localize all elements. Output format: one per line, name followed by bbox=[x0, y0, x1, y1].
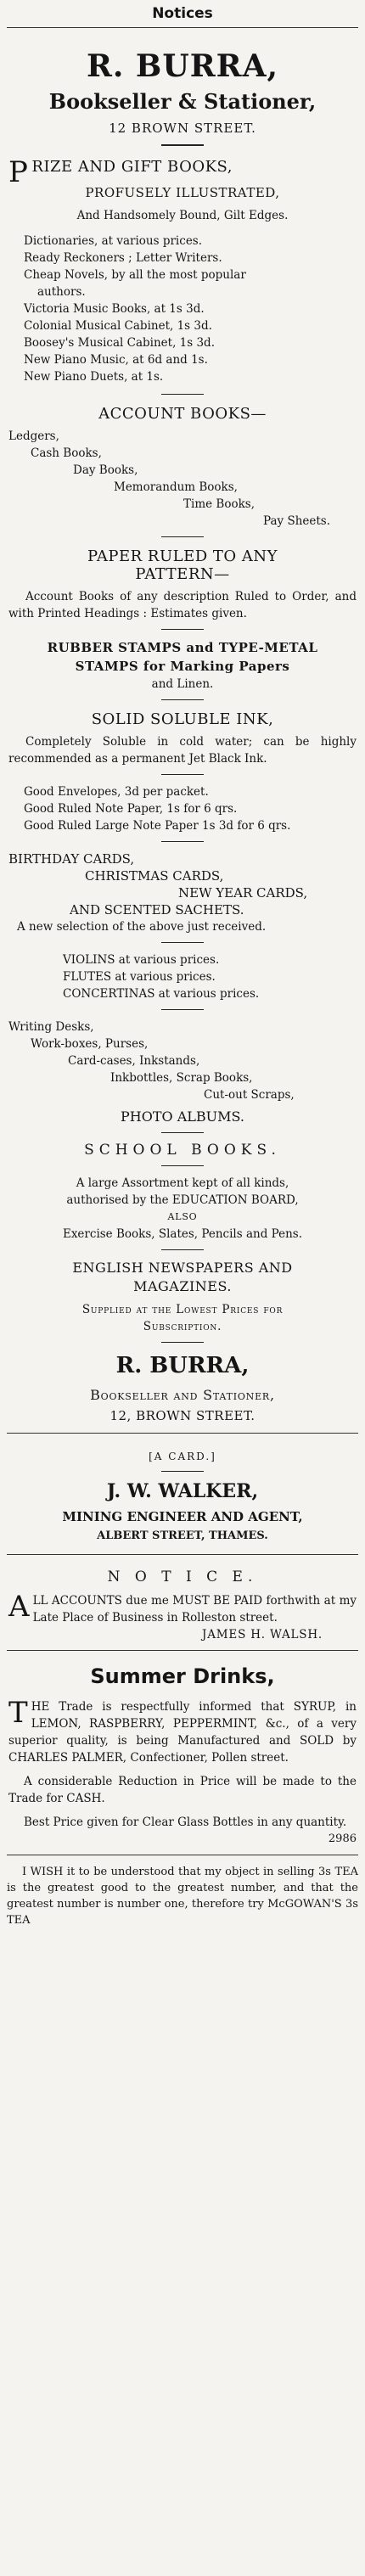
newspapers-heading-2: MAGAZINES. bbox=[133, 1278, 232, 1294]
walker-profession: MINING ENGINEER AND AGENT, bbox=[62, 1509, 303, 1524]
school-books-heading: SCHOOL BOOKS. bbox=[84, 1142, 281, 1159]
summer-drinks-title: Summer Drinks, bbox=[90, 1664, 275, 1688]
envelopes-list bbox=[8, 783, 357, 834]
divider bbox=[161, 841, 204, 842]
burra-advertisement bbox=[7, 28, 358, 1434]
cards-line: CHRISTMAS CARDS, bbox=[85, 868, 224, 884]
divider bbox=[161, 1471, 204, 1472]
summer-drinks-body: HE Trade is respectfully informed that SYRUP, in LEMON, RASPBERRY, PEPPERMINT, &c., of a very superior quality, is being Manufactured and SOLD by CHARLES PALMER, Confectioner, Pollen street. bbox=[8, 1700, 357, 1765]
notice-advertisement bbox=[7, 1555, 358, 1651]
list-item: VIOLINS at various prices. bbox=[63, 953, 220, 967]
drop-cap: A bbox=[8, 1590, 30, 1624]
divider bbox=[161, 536, 204, 537]
drop-cap: T bbox=[8, 1696, 28, 1730]
cards-line: BIRTHDAY CARDS, bbox=[8, 851, 135, 867]
divider bbox=[161, 1342, 204, 1343]
cards-line: AND SCENTED SACHETS. bbox=[70, 902, 244, 918]
rubber-stamps-heading-2: STAMPS for Marking Papers bbox=[75, 659, 290, 674]
divider bbox=[161, 1132, 204, 1133]
list-item: Boosey's Musical Cabinet, 1s 3d. bbox=[24, 336, 215, 350]
desks-list bbox=[8, 1019, 357, 1125]
tea-notice bbox=[7, 1864, 358, 1928]
cards-block bbox=[8, 850, 357, 935]
divider bbox=[161, 1165, 204, 1166]
summer-drinks-text bbox=[8, 1698, 357, 1766]
list-item: Good Ruled Note Paper, 1s for 6 qrs. bbox=[24, 802, 238, 816]
divider bbox=[161, 1249, 204, 1250]
list-item: CONCERTINAS at various prices. bbox=[63, 987, 260, 1001]
list-item: Ready Reckoners ; Letter Writers. bbox=[24, 251, 222, 265]
school-books-text: Exercise Books, Slates, Pencils and Pens. bbox=[62, 1227, 303, 1241]
signature-trade: Bookseller and Stationer, bbox=[90, 1387, 275, 1403]
paper-ruled-heading: PAPER RULED TO ANY bbox=[87, 547, 278, 565]
ink-text: Completely Soluble in cold water; can be highly recommended as a permanent Jet Black Ink. bbox=[8, 735, 357, 766]
list-item: Day Books, bbox=[73, 463, 138, 477]
instruments-list bbox=[8, 951, 357, 1002]
account-books-list bbox=[8, 428, 357, 530]
rubber-stamps-heading-3: and Linen. bbox=[151, 677, 214, 691]
signature-address: 12, BROWN STREET. bbox=[110, 1408, 256, 1423]
divider bbox=[161, 394, 204, 395]
card-label: [A CARD.] bbox=[149, 1451, 216, 1462]
list-item: Victoria Music Books, at 1s 3d. bbox=[24, 302, 205, 316]
stock-list bbox=[8, 233, 357, 385]
list-item: Writing Desks, bbox=[8, 1020, 94, 1034]
advert-number: 2986 bbox=[328, 1832, 357, 1845]
account-books-heading: ACCOUNT BOOKS— bbox=[98, 405, 267, 423]
list-item: Dictionaries, at various prices. bbox=[24, 234, 203, 248]
ink-heading: SOLID SOLUBLE INK, bbox=[91, 710, 274, 728]
list-item: FLUTES at various prices. bbox=[63, 970, 216, 984]
newspapers-heading: ENGLISH NEWSPAPERS AND bbox=[72, 1260, 293, 1276]
walker-advertisement bbox=[7, 1434, 358, 1555]
list-item: Good Ruled Large Note Paper 1s 3d for 6 qrs. bbox=[24, 819, 291, 833]
school-books-also: ALSO bbox=[167, 1211, 198, 1222]
cards-note: A new selection of the above just received. bbox=[17, 920, 267, 934]
divider bbox=[161, 942, 204, 943]
walker-name: J. W. WALKER, bbox=[106, 1480, 259, 1502]
prize-books-heading bbox=[8, 155, 357, 189]
list-item: New Piano Duets, at 1s. bbox=[24, 370, 164, 384]
list-item: Cash Books, bbox=[31, 446, 102, 460]
notice-body: LL ACCOUNTS due me MUST BE PAID forthwith at my Late Place of Business in Rolleston street. bbox=[32, 1594, 357, 1625]
summer-drinks-advertisement bbox=[7, 1651, 358, 1855]
list-item: Memorandum Books, bbox=[114, 480, 238, 494]
prize-books-subheading: PROFUSELY ILLUSTRATED, bbox=[85, 185, 280, 200]
newspapers-subscription: Supplied at the Lowest Prices for bbox=[81, 1303, 284, 1316]
prize-books-binding: And Handsomely Bound, Gilt Edges. bbox=[76, 209, 289, 222]
advert-number-row bbox=[8, 1831, 357, 1848]
list-item: authors. bbox=[37, 285, 86, 299]
advertiser-trade: Bookseller & Stationer, bbox=[48, 89, 317, 114]
notice-signature: JAMES H. WALSH. bbox=[202, 1628, 323, 1642]
school-books-text: A large Assortment kept of all kinds, bbox=[76, 1176, 289, 1190]
rubber-stamps-heading: RUBBER STAMPS and TYPE-METAL bbox=[47, 640, 318, 655]
list-item: Inkbottles, Scrap Books, bbox=[110, 1071, 253, 1085]
list-item: Cheap Novels, by all the most popular bbox=[24, 268, 246, 282]
advertiser-name: R. BURRA, bbox=[86, 48, 279, 84]
signature-name: R. BURRA, bbox=[115, 1353, 250, 1378]
newspapers-subscription-2: Subscription. bbox=[143, 1320, 222, 1333]
advertiser-address: 12 BROWN STREET. bbox=[109, 121, 256, 136]
masthead: Notices bbox=[7, 5, 358, 28]
cards-line: NEW YEAR CARDS, bbox=[178, 885, 308, 901]
photo-albums: PHOTO ALBUMS. bbox=[121, 1108, 244, 1125]
paper-ruled-heading-2: PATTERN— bbox=[135, 565, 230, 583]
list-item: Card-cases, Inkstands, bbox=[68, 1054, 200, 1068]
school-books-text: authorised by the EDUCATION BOARD, bbox=[66, 1193, 299, 1207]
list-item: Colonial Musical Cabinet, 1s 3d. bbox=[24, 319, 212, 333]
list-item: New Piano Music, at 6d and 1s. bbox=[24, 353, 208, 367]
list-item: Time Books, bbox=[183, 497, 255, 511]
summer-drinks-reduction: A considerable Reduction in Price will be made to the Trade for CASH. bbox=[8, 1775, 357, 1805]
divider bbox=[161, 629, 204, 630]
tea-notice-text: I WISH it to be understood that my object in selling 3s TEA is the greatest good to the greatest number, and that the greatest number is number one, therefore try McGOWAN'S 3s TEA bbox=[7, 1866, 358, 1927]
heading-text: RIZE AND GIFT BOOKS, bbox=[31, 158, 233, 176]
summer-drinks-bottles: Best Price given for Clear Glass Bottles in any quantity. bbox=[24, 1816, 347, 1829]
notice-heading: N O T I C E. bbox=[107, 1569, 258, 1585]
list-item: Good Envelopes, 3d per packet. bbox=[24, 785, 209, 799]
divider bbox=[161, 144, 204, 146]
divider bbox=[161, 1009, 204, 1010]
divider bbox=[161, 699, 204, 700]
list-item: Ledgers, bbox=[8, 429, 59, 443]
drop-cap: P bbox=[8, 155, 29, 189]
notice-text bbox=[8, 1592, 357, 1626]
list-item: Work-boxes, Purses, bbox=[31, 1037, 149, 1051]
divider bbox=[161, 774, 204, 775]
list-item: Cut-out Scraps, bbox=[204, 1088, 295, 1102]
walker-address: ALBERT STREET, THAMES. bbox=[97, 1529, 268, 1542]
list-item: Pay Sheets. bbox=[263, 514, 331, 528]
paper-ruled-text: Account Books of any description Ruled to Order, and with Printed Headings : Estimates given. bbox=[8, 590, 357, 620]
